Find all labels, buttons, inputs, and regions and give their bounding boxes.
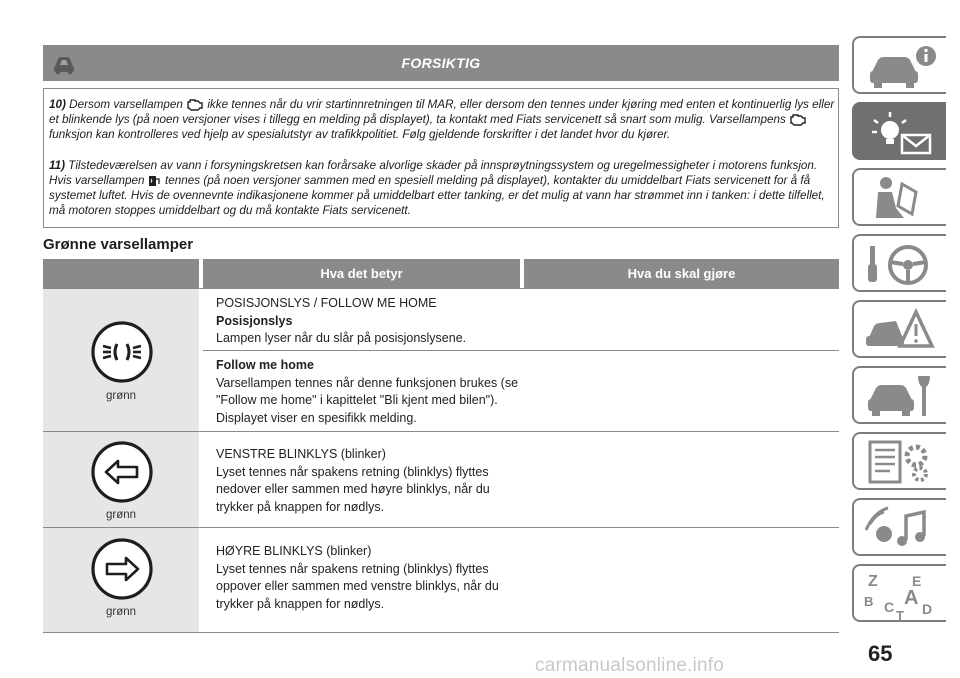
section-heading: Grønne varsellamper: [43, 236, 194, 253]
watermark: carmanualsonline.info: [535, 655, 725, 676]
tab-maintenance[interactable]: [852, 366, 946, 424]
engine-warning-icon: [186, 98, 204, 111]
tab-multimedia[interactable]: [852, 498, 946, 556]
index-letter: Z: [868, 573, 878, 590]
tab-car-info[interactable]: [852, 36, 946, 94]
warning-title: FORSIKTIG: [401, 55, 481, 71]
row-title: VENSTRE BLINKLYS (blinker): [216, 447, 386, 461]
note-text: funksjon kan kontrolleres ved hjelp av spesialutstyr av trafikkpolitiet. Følg gjeldende forskrifter i det landet hvor du kjører.: [49, 128, 671, 141]
row-divider: [43, 632, 839, 633]
position-lights-icon: [90, 320, 154, 384]
index-letter: T: [896, 608, 904, 620]
table-header-icon-col: [43, 259, 199, 288]
row-text: "Follow me home" i kapittelet "Bli kjent med bilen").: [216, 393, 498, 407]
table-header-action: Hva du skal gjøre: [524, 259, 839, 288]
tab-warning-lights[interactable]: [852, 102, 946, 160]
engine-warning-icon: [789, 113, 807, 126]
row-meaning-left-indicator: [216, 446, 536, 516]
index-letter: E: [912, 573, 922, 589]
technical-data-icon: [862, 438, 938, 486]
note-text: Tilstedeværelsen av vann i forsyningskretsen kan forårsake alvorlige skader på innsprøytningssystem og uregelmessigheter i motorens funksjon. Hvis varsellampen: [49, 159, 818, 187]
tab-index[interactable]: [852, 564, 946, 622]
row-text: Lyset tennes når spakens retning (blinklys) flyttes: [216, 561, 489, 576]
steering-wheel-icon: [862, 240, 938, 288]
row-text: Varsellampen tennes når denne funksjonen brukes (se: [216, 375, 519, 390]
car-info-icon: [862, 42, 938, 90]
row-text: Lampen lyser når du slår på posisjonslysene.: [216, 331, 467, 345]
row-text: trykker på knappen for nødlys.: [216, 499, 385, 514]
row-divider: [43, 431, 839, 432]
row-divider: [203, 350, 839, 351]
index-icon: [862, 570, 938, 620]
index-letter: D: [922, 601, 933, 617]
row-meaning-right-indicator: [216, 543, 536, 613]
warning-banner: [43, 45, 839, 81]
note-text: Dersom varsellampen: [69, 98, 183, 111]
row-meaning-follow-me-home: [216, 357, 536, 427]
tab-technical-data[interactable]: [852, 432, 946, 490]
warning-body: [43, 88, 839, 228]
row-subheading: Follow me home: [216, 358, 314, 372]
maintenance-icon: [862, 372, 938, 420]
tab-starting-driving[interactable]: [852, 234, 946, 292]
warning-note-11: [44, 158, 838, 218]
note-number: 11): [49, 159, 66, 172]
row-text: Displayet viser en spesifikk melding.: [216, 410, 417, 425]
right-arrow-icon: [90, 537, 154, 601]
row-meaning-position-lights: [216, 295, 536, 348]
row-subheading: Posisjonslys: [216, 313, 293, 328]
warning-note-10: [44, 97, 838, 142]
note-number: 10): [49, 98, 66, 111]
note-text: tennes (på noen versjoner sammen med en spesiell melding på displayet), kontakter du umiddelbart Fiats servicenett for å få systemet luftet. Hvis de ovennevnte indikasjonene kommer på umiddelbart etter tanking, er det mulig at vann har strømmet inn i tanken: i dette tilfellet, må motoren stoppes umiddelbart og du må kontakte Fiats servicenett.: [49, 174, 825, 217]
color-label: grønn: [105, 606, 137, 618]
row-title: POSISJONSLYS / FOLLOW ME HOME: [216, 296, 437, 310]
water-in-fuel-icon: [148, 173, 162, 187]
row-text: trykker på knappen for nødlys.: [216, 596, 385, 611]
index-letter: B: [864, 594, 874, 609]
page-number: 65: [868, 641, 893, 666]
row-divider: [43, 527, 839, 528]
index-letter: A: [904, 587, 919, 609]
safety-icon: [862, 174, 938, 222]
table-header-meaning: Hva det betyr: [203, 259, 520, 288]
color-label: grønn: [105, 390, 137, 402]
row-text: Lyset tennes når spakens retning (blinklys) flyttes: [216, 464, 489, 479]
left-arrow-icon: [90, 440, 154, 504]
multimedia-icon: [862, 504, 938, 552]
tab-safety[interactable]: [852, 168, 946, 226]
emergency-icon: [862, 306, 938, 354]
warning-lights-icon: [862, 108, 938, 156]
row-title: HØYRE BLINKLYS (blinker): [216, 544, 372, 558]
index-letter: C: [884, 599, 895, 615]
note-text: ikke tennes når du vrir startinnretningen til MAR, eller dersom den tennes under kjøring med enten et kontinuerlig lys eller et blinkende lys (på noen versjoner vises i tillegg en melding på displayet), ta kontakt med Fiats servicenett så snart som mulig. Varsellampens: [49, 98, 835, 126]
row-divider: [43, 288, 839, 289]
row-text: nedover eller sammen med høyre blinklys, når du: [216, 482, 490, 496]
tab-emergency[interactable]: [852, 300, 946, 358]
color-label: grønn: [105, 509, 137, 521]
row-text: oppover eller sammen med venstre blinklys, når du: [216, 579, 499, 593]
